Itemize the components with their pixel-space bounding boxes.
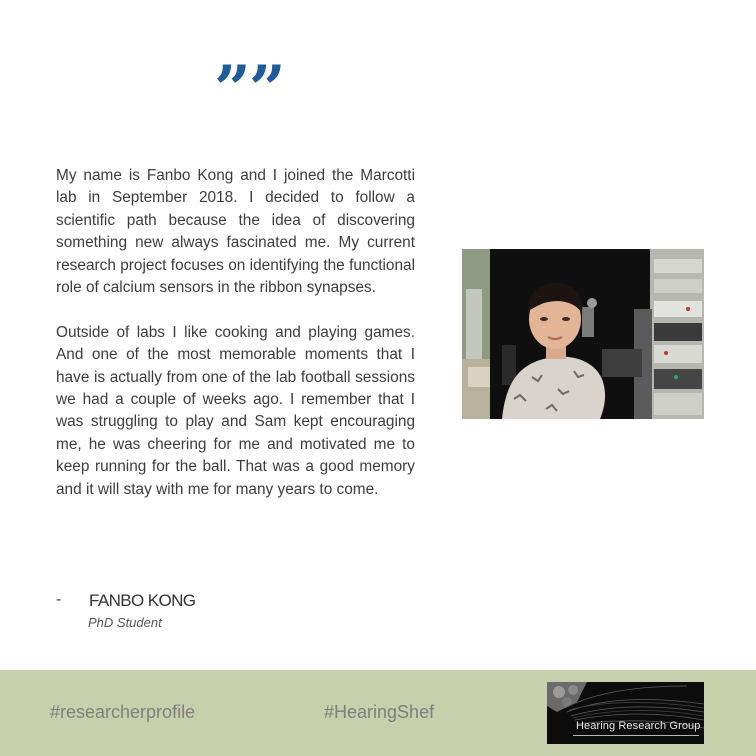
hearing-research-group-logo (547, 682, 704, 744)
profile-paragraph-2: Outside of labs I like cooking and playing games. And one of the most memorable moments that I have is actually from one of the lab football sessions we had a couple of weeks ago. I remember that I was struggling to play and Sam kept encouraging me, he was cheering for me and motivated me to keep running for the ball. That was a good memory and it will stay with me for many years to come. (56, 323, 415, 498)
signature-dash: - (56, 591, 62, 608)
researcher-photo (462, 249, 704, 419)
logo-underline (573, 735, 699, 736)
profile-paragraph-1: My name is Fanbo Kong and I joined the Marcotti lab in September 2018. I decided to follow a scientific path because the idea of discovering something new always fascinated me. My current research project focuses on identifying the functional role of calcium sensors in the ribbon synapses. (56, 167, 415, 297)
quote-mark-icon: ”” (214, 52, 284, 127)
footer-band (0, 670, 756, 756)
logo-text: Hearing Research Group (576, 720, 701, 732)
hashtag-hearingshef: #HearingShef (324, 702, 435, 722)
researcher-role: PhD Student (88, 615, 162, 630)
profile-text (56, 165, 415, 501)
hashtag-researcherprofile: #researcherprofile (50, 702, 196, 722)
researcher-name: FANBO KONG (89, 591, 196, 610)
